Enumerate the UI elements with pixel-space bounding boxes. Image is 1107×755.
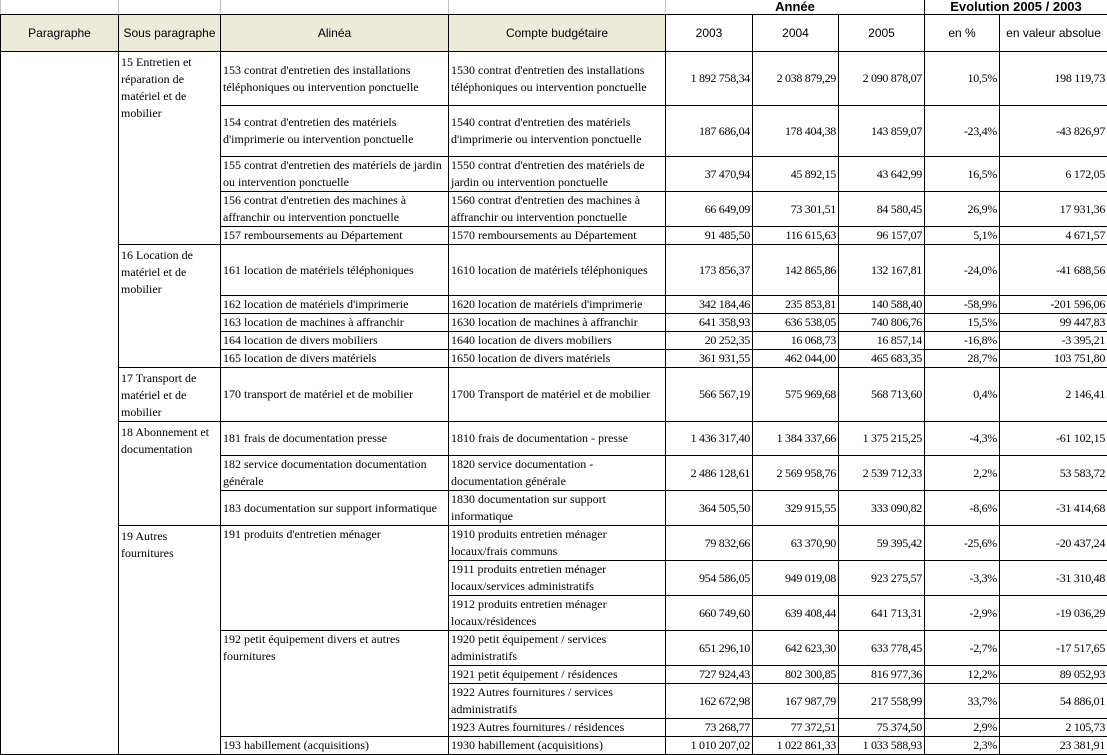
value-2003-cell: 173 856,37 — [666, 245, 753, 296]
value-2004-cell: 1 384 337,66 — [753, 422, 839, 456]
evolution-pct-cell: 0,4% — [925, 368, 1000, 422]
value-2005-cell: 140 588,40 — [839, 296, 925, 314]
header-compte: Compte budgétaire — [449, 15, 666, 52]
value-2003-cell: 79 832,66 — [666, 526, 753, 561]
value-2004-cell: 73 301,51 — [753, 192, 839, 227]
value-2005-cell: 923 275,57 — [839, 561, 925, 596]
table-row — [1, 422, 1107, 456]
value-2004-cell: 802 300,85 — [753, 666, 839, 684]
sous-paragraphe-cell: 17 Transport de matériel et de mobilier — [119, 368, 221, 422]
alinea-cell: 154 contrat d'entretien des matériels d'imprimerie ou intervention ponctuelle — [221, 106, 449, 157]
table-row — [1, 52, 1107, 106]
value-2005-cell: 1 375 215,25 — [839, 422, 925, 456]
sous-paragraphe-cell: 16 Location de matériel et de mobilier — [119, 245, 221, 368]
alinea-cell: 157 remboursements au Département — [221, 227, 449, 245]
evolution-pct-cell: -3,3% — [925, 561, 1000, 596]
value-2004-cell: 45 892,15 — [753, 157, 839, 192]
compte-cell: 1700 Transport de matériel et de mobilier — [449, 368, 666, 422]
header-2004: 2004 — [753, 15, 839, 52]
value-2003-cell: 162 672,98 — [666, 684, 753, 719]
alinea-cell: 164 location de divers mobiliers — [221, 332, 449, 350]
value-2005-cell: 2 539 712,33 — [839, 456, 925, 491]
value-2004-cell: 639 408,44 — [753, 596, 839, 631]
compte-cell: 1550 contrat d'entretien des matériels de jardin ou intervention ponctuelle — [449, 157, 666, 192]
compte-cell: 1820 service documentation - documentation générale — [449, 456, 666, 491]
value-2003-cell: 361 931,55 — [666, 350, 753, 368]
header-2005: 2005 — [839, 15, 925, 52]
value-2004-cell: 116 615,63 — [753, 227, 839, 245]
compte-cell: 1640 location de divers mobiliers — [449, 332, 666, 350]
evolution-abs-cell: 103 751,80 — [1000, 350, 1107, 368]
column-header-row — [1, 15, 1107, 52]
evolution-abs-cell: -201 596,06 — [1000, 296, 1107, 314]
value-2005-cell: 43 642,99 — [839, 157, 925, 192]
alinea-cell: 161 location de matériels téléphoniques — [221, 245, 449, 296]
evolution-abs-cell: -19 036,29 — [1000, 596, 1107, 631]
evolution-pct-cell: -58,9% — [925, 296, 1000, 314]
value-2005-cell: 333 090,82 — [839, 491, 925, 526]
evolution-abs-cell: -3 395,21 — [1000, 332, 1107, 350]
alinea-cell: 170 transport de matériel et de mobilier — [221, 368, 449, 422]
evolution-pct-cell: -25,6% — [925, 526, 1000, 561]
table-body — [1, 52, 1107, 755]
value-2005-cell: 96 157,07 — [839, 227, 925, 245]
header-paragraphe: Paragraphe — [1, 15, 119, 52]
alinea-cell: 192 petit équipement divers et autres fournitures — [221, 631, 449, 737]
value-2003-cell: 73 268,77 — [666, 719, 753, 737]
sous-paragraphe-cell: 19 Autres fournitures — [119, 526, 221, 755]
compte-cell: 1920 petit équipement / services administratifs — [449, 631, 666, 666]
evolution-pct-cell: 28,7% — [925, 350, 1000, 368]
compte-cell: 1530 contrat d'entretien des installations téléphoniques ou intervention ponctuelle — [449, 52, 666, 106]
table-row — [1, 526, 1107, 561]
value-2003-cell: 66 649,09 — [666, 192, 753, 227]
value-2004-cell: 1 022 861,33 — [753, 737, 839, 755]
annee-header: Année — [666, 0, 925, 15]
value-2004-cell: 178 404,38 — [753, 106, 839, 157]
compte-cell: 1560 contrat d'entretien des machines à affranchir ou intervention ponctuelle — [449, 192, 666, 227]
alinea-cell: 155 contrat d'entretien des matériels de jardin ou intervention ponctuelle — [221, 157, 449, 192]
empty-cell — [1, 0, 119, 15]
alinea-cell: 181 frais de documentation presse — [221, 422, 449, 456]
value-2003-cell: 954 586,05 — [666, 561, 753, 596]
value-2005-cell: 132 167,81 — [839, 245, 925, 296]
value-2005-cell: 465 683,35 — [839, 350, 925, 368]
header-en-valeur: en valeur absolue — [1000, 15, 1107, 52]
value-2005-cell: 633 778,45 — [839, 631, 925, 666]
evolution-abs-cell: -17 517,65 — [1000, 631, 1107, 666]
compte-cell: 1570 remboursements au Département — [449, 227, 666, 245]
evolution-pct-cell: 10,5% — [925, 52, 1000, 106]
value-2005-cell: 59 395,42 — [839, 526, 925, 561]
evolution-abs-cell: 54 886,01 — [1000, 684, 1107, 719]
value-2005-cell: 2 090 878,07 — [839, 52, 925, 106]
value-2003-cell: 566 567,19 — [666, 368, 753, 422]
value-2003-cell: 1 892 758,34 — [666, 52, 753, 106]
value-2005-cell: 740 806,76 — [839, 314, 925, 332]
alinea-cell: 191 produits d'entretien ménager — [221, 526, 449, 631]
value-2004-cell: 949 019,08 — [753, 561, 839, 596]
sous-paragraphe-cell: 15 Entretien et réparation de matériel et de mobilier — [119, 52, 221, 245]
value-2003-cell: 651 296,10 — [666, 631, 753, 666]
evolution-pct-cell: -16,8% — [925, 332, 1000, 350]
value-2004-cell: 636 538,05 — [753, 314, 839, 332]
value-2004-cell: 63 370,90 — [753, 526, 839, 561]
value-2003-cell: 641 358,93 — [666, 314, 753, 332]
empty-cell — [221, 0, 449, 15]
alinea-cell: 156 contrat d'entretien des machines à affranchir ou intervention ponctuelle — [221, 192, 449, 227]
alinea-cell: 162 location de matériels d'imprimerie — [221, 296, 449, 314]
value-2004-cell: 235 853,81 — [753, 296, 839, 314]
value-2003-cell: 187 686,04 — [666, 106, 753, 157]
compte-cell: 1910 produits entretien ménager locaux/frais communs — [449, 526, 666, 561]
evolution-abs-cell: -31 310,48 — [1000, 561, 1107, 596]
compte-cell: 1930 habillement (acquisitions) — [449, 737, 666, 755]
alinea-cell: 165 location de divers matériels — [221, 350, 449, 368]
compte-cell: 1650 location de divers matériels — [449, 350, 666, 368]
compte-cell: 1923 Autres fournitures / résidences — [449, 719, 666, 737]
evolution-pct-cell: -8,6% — [925, 491, 1000, 526]
value-2003-cell: 727 924,43 — [666, 666, 753, 684]
value-2004-cell: 77 372,51 — [753, 719, 839, 737]
evolution-abs-cell: 89 052,93 — [1000, 666, 1107, 684]
empty-cell — [119, 0, 221, 15]
sous-paragraphe-cell: 18 Abonnement et documentation — [119, 422, 221, 526]
header-sous-paragraphe: Sous paragraphe — [119, 15, 221, 52]
evolution-pct-cell: -24,0% — [925, 245, 1000, 296]
evolution-pct-cell: 26,9% — [925, 192, 1000, 227]
value-2005-cell: 641 713,31 — [839, 596, 925, 631]
evolution-pct-cell: 2,2% — [925, 456, 1000, 491]
header-2003: 2003 — [666, 15, 753, 52]
evolution-pct-cell: 12,2% — [925, 666, 1000, 684]
alinea-cell: 193 habillement (acquisitions) — [221, 737, 449, 755]
value-2004-cell: 2 038 879,29 — [753, 52, 839, 106]
value-2004-cell: 462 044,00 — [753, 350, 839, 368]
compte-cell: 1630 location de machines à affranchir — [449, 314, 666, 332]
value-2004-cell: 575 969,68 — [753, 368, 839, 422]
super-header-row — [1, 0, 1107, 15]
evolution-abs-cell: 4 671,57 — [1000, 227, 1107, 245]
value-2003-cell: 364 505,50 — [666, 491, 753, 526]
value-2003-cell: 1 010 207,02 — [666, 737, 753, 755]
alinea-cell: 183 documentation sur support informatique — [221, 491, 449, 526]
compte-cell: 1810 frais de documentation - presse — [449, 422, 666, 456]
evolution-abs-cell: 2 105,73 — [1000, 719, 1107, 737]
value-2003-cell: 660 749,60 — [666, 596, 753, 631]
evolution-pct-cell: 33,7% — [925, 684, 1000, 719]
value-2005-cell: 75 374,50 — [839, 719, 925, 737]
evolution-pct-cell: 5,1% — [925, 227, 1000, 245]
value-2005-cell: 84 580,45 — [839, 192, 925, 227]
value-2005-cell: 143 859,07 — [839, 106, 925, 157]
evolution-pct-cell: -2,9% — [925, 596, 1000, 631]
evolution-abs-cell: 17 931,36 — [1000, 192, 1107, 227]
alinea-cell: 153 contrat d'entretien des installations téléphoniques ou intervention ponctuelle — [221, 52, 449, 106]
evolution-abs-cell: 198 119,73 — [1000, 52, 1107, 106]
value-2005-cell: 1 033 588,93 — [839, 737, 925, 755]
value-2004-cell: 329 915,55 — [753, 491, 839, 526]
table-row — [1, 245, 1107, 296]
evolution-abs-cell: -61 102,15 — [1000, 422, 1107, 456]
evolution-pct-cell: 16,5% — [925, 157, 1000, 192]
value-2004-cell: 16 068,73 — [753, 332, 839, 350]
compte-cell: 1610 location de matériels téléphoniques — [449, 245, 666, 296]
value-2005-cell: 568 713,60 — [839, 368, 925, 422]
compte-cell: 1620 location de matériels d'imprimerie — [449, 296, 666, 314]
evolution-abs-cell: 23 381,91 — [1000, 737, 1107, 755]
evolution-abs-cell: 6 172,05 — [1000, 157, 1107, 192]
evolution-abs-cell: -31 414,68 — [1000, 491, 1107, 526]
evolution-header: Evolution 2005 / 2003 — [925, 0, 1107, 15]
value-2004-cell: 2 569 958,76 — [753, 456, 839, 491]
value-2005-cell: 16 857,14 — [839, 332, 925, 350]
compte-cell: 1830 documentation sur support informatique — [449, 491, 666, 526]
compte-cell: 1911 produits entretien ménager locaux/services administratifs — [449, 561, 666, 596]
evolution-pct-cell: -2,7% — [925, 631, 1000, 666]
evolution-pct-cell: 15,5% — [925, 314, 1000, 332]
table-row — [1, 368, 1107, 422]
compte-cell: 1921 petit équipement / résidences — [449, 666, 666, 684]
alinea-cell: 182 service documentation documentation générale — [221, 456, 449, 491]
value-2003-cell: 1 436 317,40 — [666, 422, 753, 456]
compte-cell: 1540 contrat d'entretien des matériels d'imprimerie ou intervention ponctuelle — [449, 106, 666, 157]
evolution-abs-cell: -41 688,56 — [1000, 245, 1107, 296]
evolution-pct-cell: -23,4% — [925, 106, 1000, 157]
compte-cell: 1912 produits entretien ménager locaux/résidences — [449, 596, 666, 631]
evolution-abs-cell: -43 826,97 — [1000, 106, 1107, 157]
value-2003-cell: 2 486 128,61 — [666, 456, 753, 491]
value-2003-cell: 37 470,94 — [666, 157, 753, 192]
value-2004-cell: 142 865,86 — [753, 245, 839, 296]
compte-cell: 1922 Autres fournitures / services administratifs — [449, 684, 666, 719]
evolution-pct-cell: 2,9% — [925, 719, 1000, 737]
value-2004-cell: 642 623,30 — [753, 631, 839, 666]
evolution-abs-cell: 53 583,72 — [1000, 456, 1107, 491]
alinea-cell: 163 location de machines à affranchir — [221, 314, 449, 332]
evolution-abs-cell: -20 437,24 — [1000, 526, 1107, 561]
value-2005-cell: 816 977,36 — [839, 666, 925, 684]
evolution-pct-cell: -4,3% — [925, 422, 1000, 456]
value-2005-cell: 217 558,99 — [839, 684, 925, 719]
header-alinea: Alinéa — [221, 15, 449, 52]
value-2003-cell: 91 485,50 — [666, 227, 753, 245]
value-2004-cell: 167 987,79 — [753, 684, 839, 719]
header-en-pct: en % — [925, 15, 1000, 52]
value-2003-cell: 20 252,35 — [666, 332, 753, 350]
evolution-abs-cell: 2 146,41 — [1000, 368, 1107, 422]
evolution-abs-cell: 99 447,83 — [1000, 314, 1107, 332]
evolution-pct-cell: 2,3% — [925, 737, 1000, 755]
empty-cell — [449, 0, 666, 15]
paragraphe-cell — [1, 52, 119, 755]
value-2003-cell: 342 184,46 — [666, 296, 753, 314]
